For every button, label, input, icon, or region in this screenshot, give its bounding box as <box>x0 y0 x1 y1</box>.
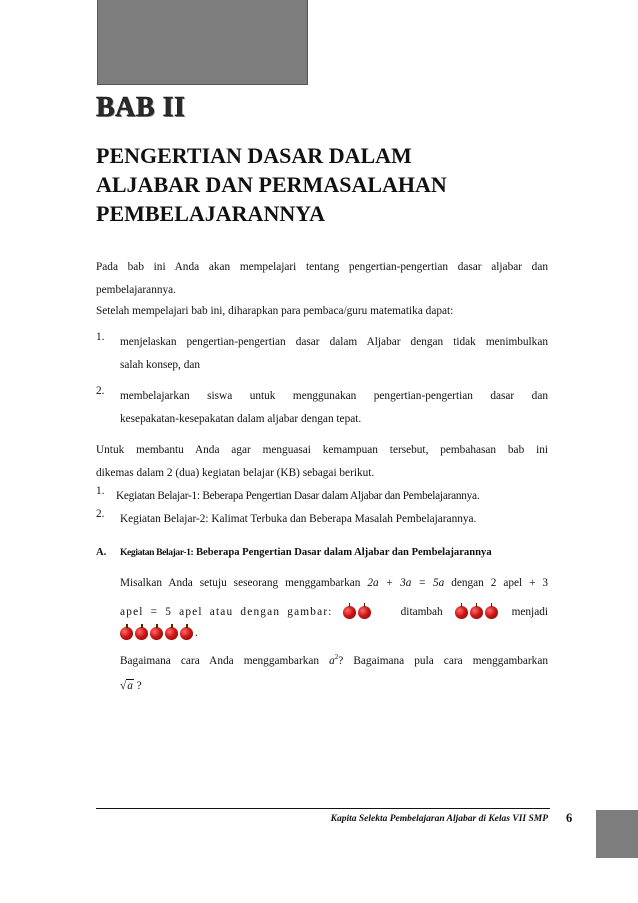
question-line <box>120 646 548 673</box>
goal-number: 2. <box>96 385 105 397</box>
question-text: Bagaimana cara Anda menggambarkan <box>120 654 320 667</box>
example-text: Misalkan Anda setuju seseorang menggambarkan <box>120 577 361 589</box>
apple-icon <box>455 606 468 619</box>
question-exponent: 2 <box>334 653 339 661</box>
activity-text: Kegiatan Belajar-1: Beberapa Pengertian Dasar dalam Aljabar dan Pembelajarannya. <box>116 490 480 502</box>
example-line <box>120 601 548 624</box>
example-period: . <box>195 627 198 639</box>
goal-text: menjelaskan pengertian-pengertian dasar dalam Aljabar dengan tidak menimbulkan <box>120 336 548 348</box>
intro-paragraph-line: Pada bab ini Anda akan mempelajari tentang pengertian-pengertian dasar aljabar dan <box>96 261 548 273</box>
activities-intro-line: dikemas dalam 2 (dua) kegiatan belajar (KB) sebagai berikut. <box>96 467 375 479</box>
intro-paragraph-line: pembelajarannya. <box>96 284 176 296</box>
example-expression: 2a + 3a = 5a <box>367 577 445 589</box>
chapter-content <box>96 256 548 698</box>
chapter-label: BAB II <box>96 92 186 123</box>
apple-group-total <box>120 627 193 640</box>
sqrt-expression: √a <box>120 679 133 692</box>
apple-icon <box>120 627 133 640</box>
footer-running-title: Kapita Selekta Pembelajaran Aljabar di Kelas VII SMP <box>330 814 548 824</box>
activity-item <box>96 485 548 508</box>
objectives-intro: Setelah mempelajari bab ini, diharapkan para pembaca/guru matematika dapat: <box>96 305 454 317</box>
example-text: dengan 2 apel + 3 <box>451 577 549 589</box>
goal-item <box>96 331 548 377</box>
chapter-title-line: ALJABAR DAN PERMASALAHAN <box>96 172 447 197</box>
activity-number: 2. <box>96 508 105 520</box>
goal-text: kesepakatan-kesepakatan dalam aljabar dengan tepat. <box>120 413 362 425</box>
example-word-added: ditambah <box>400 606 443 618</box>
section-heading-text: Beberapa Pengertian Dasar dalam Aljabar dan Pembelajarannya <box>195 547 492 558</box>
page-number: 6 <box>566 811 573 825</box>
question-line <box>120 675 548 698</box>
question-variable: a <box>329 654 335 667</box>
apple-group-first <box>343 606 371 619</box>
example-line <box>120 572 548 595</box>
goal-text: salah konsep, dan <box>120 359 200 371</box>
footer-rule <box>96 808 550 809</box>
chapter-title <box>96 141 576 228</box>
question-text: ? <box>133 679 142 692</box>
apple-icon <box>150 627 163 640</box>
chapter-title-line: PEMBELAJARANNYA <box>96 201 325 226</box>
goal-number: 1. <box>96 331 105 343</box>
example-line <box>120 624 548 642</box>
activity-number: 1. <box>96 485 105 497</box>
sqrt-variable: a <box>127 679 133 692</box>
apple-icon <box>180 627 193 640</box>
header-block <box>97 0 308 85</box>
goal-text: membelajarkan siswa untuk menggunakan pengertian-pengertian dasar dan <box>120 390 548 402</box>
goal-item <box>96 385 548 431</box>
page-tab <box>596 810 638 858</box>
section-heading <box>96 541 548 564</box>
chapter-title-line: PENGERTIAN DASAR DALAM <box>96 143 412 168</box>
activity-text: Kegiatan Belajar-2: Kalimat Terbuka dan Beberapa Masalah Pembelajarannya. <box>120 513 477 525</box>
section-heading-prefix: Kegiatan Belajar-1: <box>120 547 194 558</box>
apple-icon <box>165 627 178 640</box>
apple-icon <box>485 606 498 619</box>
section-number: A. <box>96 547 107 558</box>
question-text: ? Bagaimana pula cara menggambarkan <box>338 654 548 667</box>
example-word-result: menjadi <box>511 606 548 618</box>
activities-intro-line: Untuk membantu Anda agar menguasai kemampuan tersebut, pembahasan bab ini <box>96 444 548 456</box>
example-text: apel = 5 apel atau dengan gambar: <box>120 606 333 618</box>
apple-group-second <box>455 606 498 619</box>
example-block <box>120 572 548 698</box>
apple-icon <box>358 606 371 619</box>
activity-item <box>96 508 548 531</box>
apple-icon <box>343 606 356 619</box>
apple-icon <box>135 627 148 640</box>
apple-icon <box>470 606 483 619</box>
